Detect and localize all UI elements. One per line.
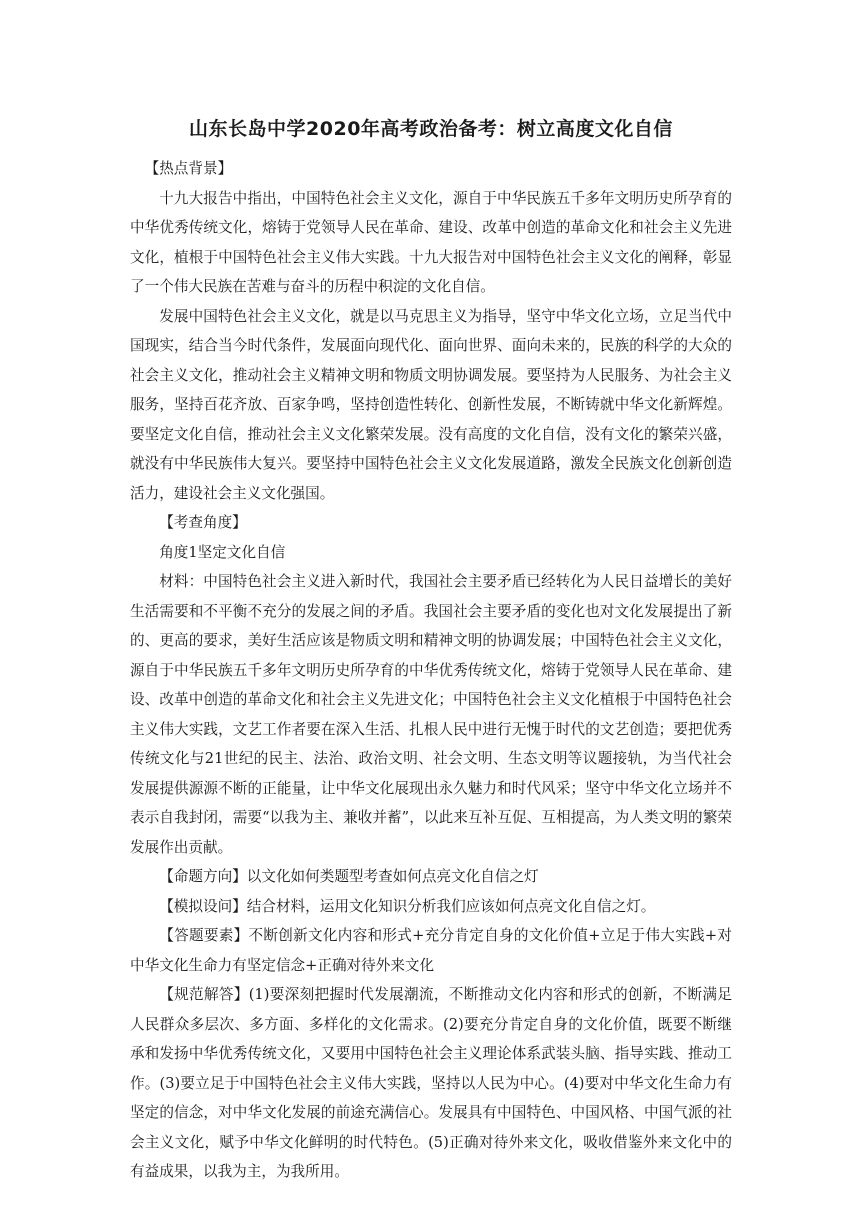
material-paragraph: 材料：中国特色社会主义进入新时代，我国社会主要矛盾已经转化为人民日益增长的美好生活需要和不平衡不充分的发展之间的矛盾。我国社会主要矛盾的变化也对文化发展提出了新的、更高的要求，美好生活应该是物质文明和精神文明的协调发展；中国特色社会主义文化，源自于中华民族五千多年文明历史所孕育的中华优秀传统文化，熔铸于党领导人民在革命、建设、改革中创造的革命文化和社会主义先进文化；中国特色社会主义文化植根于中国特色社会主义伟大实践，文艺工作者要在深入生活、扎根人民中进行无愧于时代的文艺创造；要把优秀传统文化与21世纪的民主、法治、政治文明、社会文明、生态文明等议题接轨，为当代社会发展提供源源不断的正能量，让中华文化展现出永久魅力和时代风采；坚守中华文化立场并不表示自我封闭，需要“以我为主、兼收并蓄”，以此来互补互促、互相提高，为人类文明的繁荣发展作出贡献。 [130,573,732,856]
direction-label: 【命题方向】 [159,868,247,885]
angle-1-heading: 角度1坚定文化自信 [159,543,286,561]
elements-text: 不断创新文化内容和形式+充分肯定自身的文化价值+立足于伟大实践+对中华文化生命力有坚定信念+正确对待外来文化 [130,927,732,974]
answer-paragraph [130,980,732,1187]
document-title: 山东长岛中学2020年高考政治备考：树立高度文化自信 [189,118,673,140]
answer-label: 【规范解答】 [159,986,249,1003]
direction-paragraph [130,862,732,892]
question-label: 【模拟设问】 [159,897,247,915]
direction-text: 以文化如何类题型考查如何点亮文化自信之灯 [246,868,539,885]
elements-paragraph [130,921,732,980]
background-paragraph-2: 发展中国特色社会主义文化，就是以马克思主义为指导，坚守中华文化立场，立足当代中国现实，结合当今时代条件，发展面向现代化、面向世界、面向未来的，民族的科学的大众的社会主义文化，推动社会主义精神文明和物质文明协调发展。要坚持为人民服务、为社会主义服务，坚持百花齐放、百家争鸣，坚持创造性转化、创新性发展，不断铸就中华文化新辉煌。要坚定文化自信，推动社会主义文化繁荣发展。没有高度的文化自信，没有文化的繁荣兴盛，就没有中华民族伟大复兴。要坚持中国特色社会主义文化发展道路，激发全民族文化创新创造活力，建设社会主义文化强国。 [130,307,732,502]
elements-label: 【答题要素】 [159,927,249,944]
section-heading-background: 【热点背景】 [144,160,233,177]
answer-text: (1)要深刻把握时代发展潮流，不断推动文化内容和形式的创新，不断满足人民群众多层次、多方面、多样化的文化需求。(2)要充分肯定自身的文化价值，既要不断继承和发扬中华优秀传统文化，又要用中国特色社会主义理论体系武装头脑、指导实践、推动工作。(3)要立足于中国特色社会主义伟大实践，坚持以人民为中心。(4)要对中华文化生命力有坚定的信念，对中华文化发展的前途充满信心。发展具有中国特色、中国风格、中国气派的社会主义文化，赋予中华文化鲜明的时代特色。(5)正确对待外来文化，吸收借鉴外来文化中的有益成果，以我为主，为我所用。 [130,986,732,1180]
background-paragraph-1: 十九大报告中指出，中国特色社会主义文化，源自于中华民族五千多年文明历史所孕育的中华优秀传统文化，熔铸于党领导人民在革命、建设、改革中创造的革命文化和社会主义先进文化，植根于中国特色社会主义伟大实践。十九大报告对中国特色社会主义文化的阐释，彰显了一个伟大民族在苦难与奋斗的历程中积淀的文化自信。 [130,189,732,295]
section-heading-angle: 【考查角度】 [159,514,247,531]
question-text: 结合材料，运用文化知识分析我们应该如何点亮文化自信之灯。 [246,897,656,915]
question-paragraph [130,892,732,922]
